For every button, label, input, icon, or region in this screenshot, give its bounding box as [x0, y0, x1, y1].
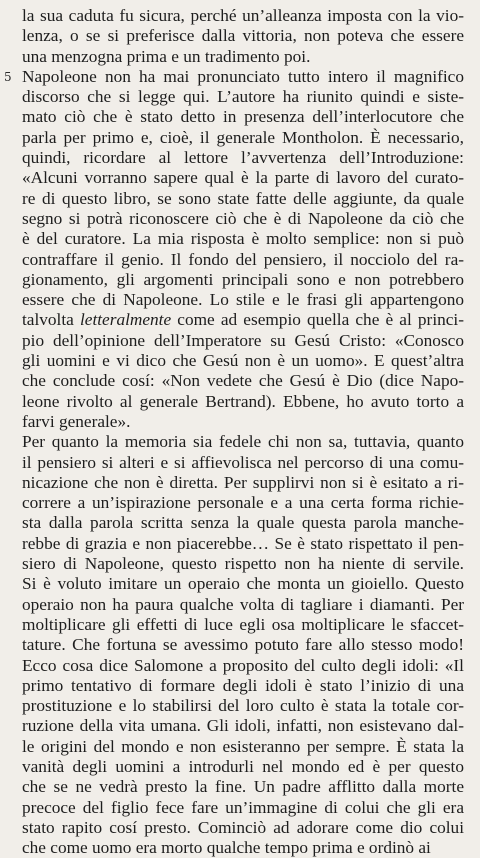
- paragraph: [22, 67, 464, 432]
- text-line: segno si potrà riconoscere ciò che è di Napoleone da ciò che: [22, 208, 464, 228]
- text-line: correre a un’ispirazione personale e a una certa forma richie-: [22, 493, 464, 513]
- text-line: che se ne vedrà presto la fine. Un padre afflitto dalla morte: [22, 777, 464, 797]
- text-line: mato ciò che è stato detto in presenza dell’interlocutore che: [22, 107, 464, 127]
- text-line: re di questo libro, se sono state fatte delle aggiunte, da quale: [22, 188, 464, 208]
- text-line: «Alcuni vorranno sapere qual è la parte di lavoro del curato-: [22, 168, 464, 188]
- text-line: rebbe di grazia e non piacerebbe… Se è stato rispettato il pen-: [22, 533, 464, 553]
- text-segment: talvolta: [22, 310, 80, 330]
- text-line: ruzione della vita umana. Gli idoli, infatti, non esistevano dal-: [22, 716, 464, 736]
- text-line: quindi, ricordare al lettore l’avvertenza dell’Introduzione:: [22, 148, 464, 168]
- text-line: Napoleone non ha mai pronunciato tutto intero il magnifico: [22, 66, 464, 86]
- text-line: leone rivolto al generale Bertrand). Ebbene, ho avuto torto a: [22, 391, 464, 411]
- text-line: farvi generale».: [22, 411, 131, 431]
- text-line: nicazione che non è diretta. Per supplirvi non si è esitato a ri-: [22, 472, 464, 492]
- text-line: primo tentativo di formare degli idoli è stato l’inizio di una: [22, 675, 464, 695]
- text-line: Per quanto la memoria sia fedele chi non sa, tuttavia, quanto: [22, 432, 464, 452]
- body-text: [22, 6, 464, 858]
- text-line: gionamento, gli argomenti principali sono e non potrebbero: [22, 269, 464, 289]
- text-line: Ecco cosa dice Salomone a proposito del culto degli idoli: «Il: [22, 655, 464, 675]
- text-line: tature. Che fortuna se avessimo potuto fare allo stesso modo!: [22, 635, 464, 655]
- text-line: operaio non ha paura qualche volta di tagliare i diamanti. Per: [22, 594, 464, 614]
- text-line: la sua caduta fu sicura, perché un’alleanza imposta con la vio-: [22, 6, 464, 25]
- paragraph: [22, 432, 464, 858]
- text-line: vanità degli uomini a introdurli nel mondo ed è per questo: [22, 756, 464, 776]
- text-line: il pensiero si alteri e si affievolisca nel percorso di una comu-: [22, 452, 464, 472]
- text-line: Si è voluto imitare un operaio che monta un gioiello. Questo: [22, 574, 464, 594]
- text-line: essere che di Napoleone. Lo stile e le frasi gli appartengono: [22, 290, 464, 310]
- text-line: prostituzione e lo stabilirsi del loro culto è stata la totale cor-: [22, 696, 464, 716]
- margin-line-number: 5: [4, 70, 12, 84]
- text-line: parla per primo e, cioè, il generale Montholon. È necessario,: [22, 127, 464, 147]
- text-line: pio dell’opinione dell’Imperatore su Gesú Cristo: «Conosco: [22, 330, 464, 350]
- text-line: precoce del figlio fece fare un’immagine di colui che gli era: [22, 797, 464, 817]
- text-line: una menzogna prima e un tradimento poi.: [22, 46, 311, 66]
- text-line: stato rapito cosí presto. Cominciò ad adorare come dio colui: [22, 817, 464, 837]
- text-line: discorso che si legge qui. L’autore ha riunito quindi e siste-: [22, 87, 464, 107]
- text-line: è del curatore. La mia risposta è molto semplice: non si può: [22, 229, 464, 249]
- text-line: lenza, o se si preferisce dalla vittoria, non poteva che essere: [22, 26, 464, 46]
- text-line: che conclude cosí: «Non vedete che Gesú è Dio (dice Napo-: [22, 371, 464, 391]
- text-line: gli uomini e vi dico che Gesú non è un uomo». E quest’altra: [22, 351, 464, 371]
- text-segment: come ad esempio quella che è al princi-: [171, 310, 464, 330]
- text-line: contraffare il genio. Il fondo del pensiero, il nocciolo del ra-: [22, 249, 464, 269]
- text-line: le origini del mondo e non esisteranno per sempre. È stata la: [22, 736, 464, 756]
- text-line: siero di Napoleone, questo rispetto non ha niente di servile.: [22, 554, 464, 574]
- text-line: che come uomo era morto qualche tempo prima e ordinò ai: [22, 838, 431, 858]
- text-line: moltiplicare gli effetti di luce egli osa moltiplicare le sfaccet-: [22, 614, 464, 634]
- italic-word: letteralmente: [79, 310, 172, 330]
- text-line: sta dalla parola scritta senza la quale questa parola manche-: [22, 513, 464, 533]
- paragraph: [22, 6, 464, 67]
- text-line: [22, 310, 464, 330]
